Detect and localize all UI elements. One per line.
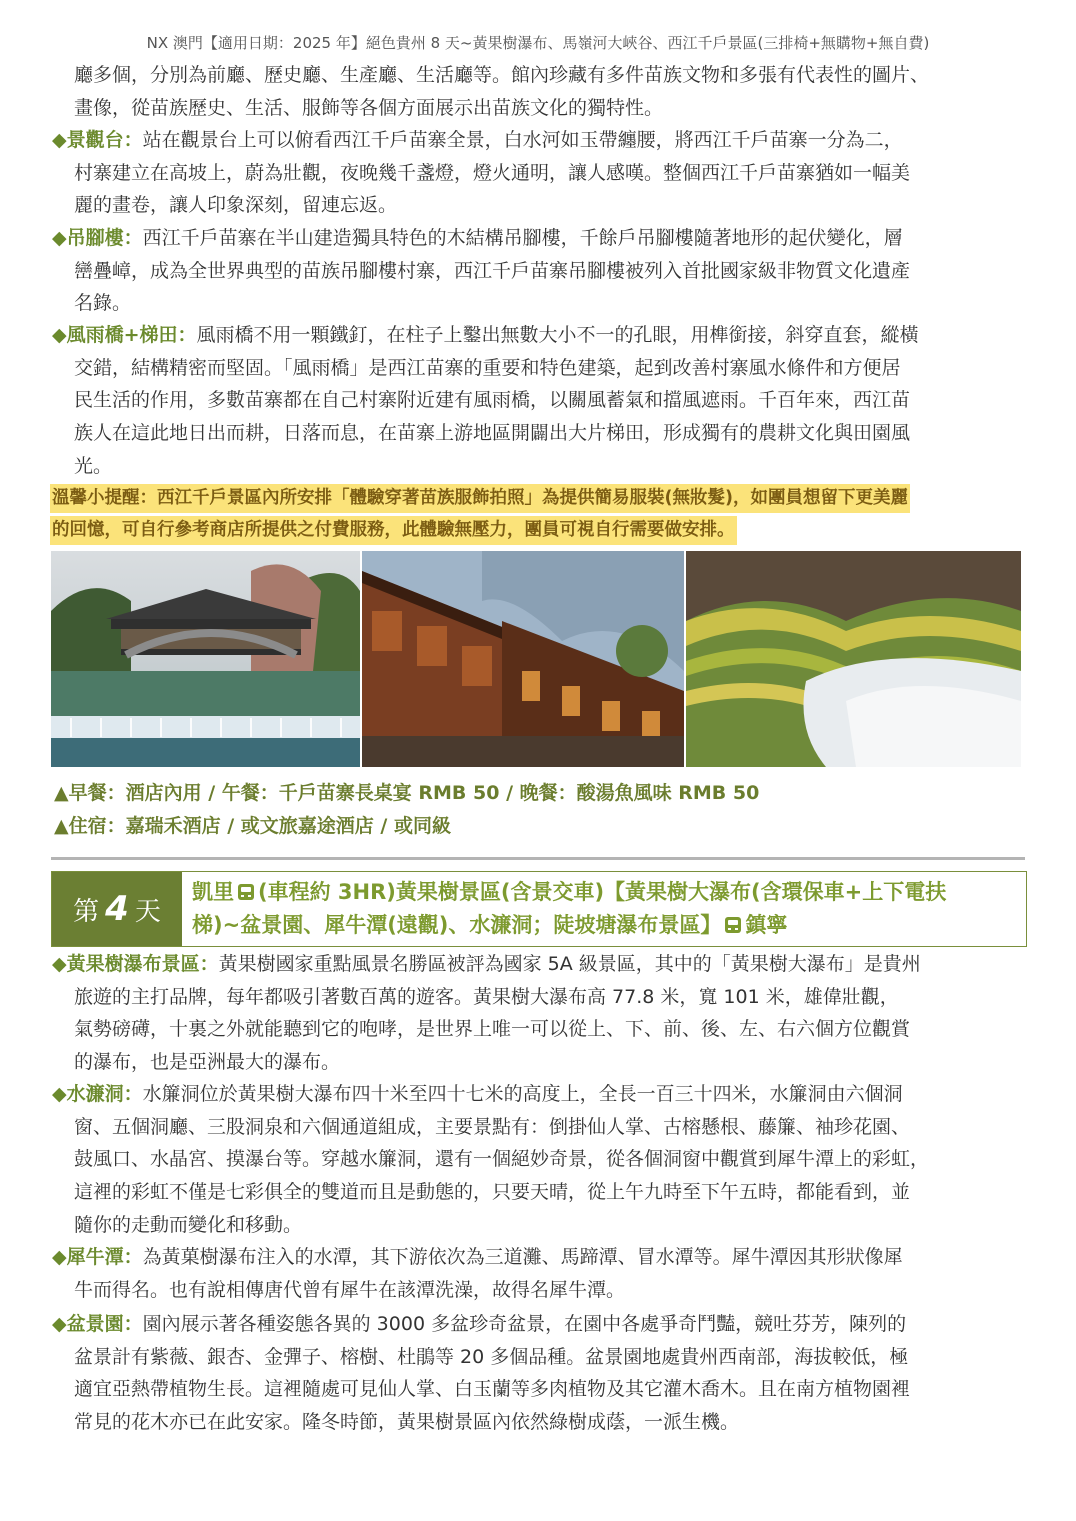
day-prefix: 第 bbox=[73, 896, 100, 927]
section-text: 巒疊嶂，成為全世界典型的苗族吊腳樓村寨，西江千戶苗寨吊腳樓被列入首批國家級非物質文化遺產 bbox=[74, 259, 911, 282]
photo-terraced-fields bbox=[686, 551, 1021, 767]
section-term: 景觀台： bbox=[66, 129, 143, 151]
section-term: 水濂洞： bbox=[66, 1083, 143, 1105]
day-header bbox=[51, 871, 1027, 947]
bus-icon bbox=[238, 884, 254, 900]
section-text: 風雨橋不用一顆鐵釘，在柱子上鑿出無數大小不一的孔眼，用榫銜接，斜穿直套，縱橫 bbox=[196, 324, 919, 346]
photo-strip bbox=[51, 551, 1021, 767]
photo-wind-rain-bridge bbox=[51, 551, 360, 767]
section-text: 常見的花木亦已在此安家。隆冬時節，黃果樹景區內依然綠樹成蔭，一派生機。 bbox=[74, 1411, 740, 1434]
section-term: 風雨橋+梯田： bbox=[66, 324, 197, 346]
section-water-curtain-cave bbox=[52, 1078, 1026, 1242]
section-text: 隨你的走動而變化和移動。 bbox=[74, 1213, 303, 1236]
section-term: 犀牛潭： bbox=[66, 1246, 143, 1268]
section-bonsai-garden bbox=[52, 1308, 1026, 1439]
intro-paragraph bbox=[52, 59, 1026, 124]
meals-line: ▲早餐：酒店內用 / 午餐：千戶苗寨長桌宴 RMB 50 / 晚餐：酸湯魚風味 RMB 50 bbox=[54, 782, 760, 804]
section-rhino-pool bbox=[52, 1241, 1026, 1306]
section-text: 民生活的作用，多數苗寨都在自己村寨附近建有風雨橋，以關風蓄氣和擋風遮雨。千百年來，西江苗 bbox=[74, 389, 911, 412]
day-title-end: 鎮寧 bbox=[745, 913, 788, 937]
section-text: 這裡的彩虹不僅是七彩俱全的雙道而且是動態的，只要天晴，從上午九時至下午五時，都能看到，並 bbox=[74, 1181, 911, 1204]
section-huangguoshu-scenic-area bbox=[52, 948, 1026, 1079]
section-text: 氣勢磅礡，十裏之外就能聽到它的咆哮，是世界上唯一可以從上、下、前、後、左、右六個方位觀賞 bbox=[74, 1018, 911, 1041]
hotel-line: ▲住宿：嘉瑞禾酒店 / 或文旅嘉途酒店 / 或同級 bbox=[54, 815, 451, 837]
section-text: 的瀑布，也是亞洲最大的瀑布。 bbox=[74, 1051, 341, 1074]
section-text: 黃果樹國家重點風景名勝區被評為國家 5A 級景區，其中的「黃果樹大瀑布」是貴州 bbox=[218, 953, 921, 975]
diamond-bullet-icon: ◆ bbox=[52, 1246, 67, 1268]
section-text: 為黃菓樹瀑布注入的水潭，其下游依次為三道灘、馬蹄潭、冒水潭等。犀牛潭因其形狀像犀 bbox=[142, 1246, 903, 1268]
day-title bbox=[192, 876, 1020, 942]
diamond-bullet-icon: ◆ bbox=[52, 227, 67, 249]
day-title-line2: 梯)~盆景園、犀牛潭(遠觀)、水濂洞；陡坡塘瀑布景區】 bbox=[192, 913, 722, 937]
section-text: 村寨建立在高坡上，蔚為壯觀，夜晚幾千盞燈，燈火通明，讓人感嘆。整個西江千戶苗寨猶如一幅美 bbox=[74, 161, 911, 184]
intro-line: 廳多個，分別為前廳、歷史廳、生產廳、生活廳等。館內珍藏有多件苗族文物和多張有代表性的圖片、 bbox=[74, 64, 930, 86]
section-text: 旅遊的主打品牌，每年都吸引著數百萬的遊客。黃果樹大瀑布高 77.8 米，寬 101 米，雄偉壯觀， bbox=[74, 985, 899, 1008]
section-wind-rain-bridge bbox=[52, 319, 1026, 483]
section-text: 交錯，結構精密而堅固。「風雨橋」是西江苗寨的重要和特色建築，起到改善村寨風水條件和方便居 bbox=[74, 356, 901, 379]
diamond-bullet-icon: ◆ bbox=[52, 324, 67, 346]
section-text: 鼓風口、水晶宮、摸瀑台等。穿越水簾洞，還有一個絕妙奇景，從各個洞窗中觀賞到犀牛潭上的彩虹， bbox=[74, 1148, 930, 1171]
section-text: 園內展示著各種姿態各異的 3000 多盆珍奇盆景，在園中各處爭奇鬥豔，競吐芬芳，陳列的 bbox=[142, 1313, 907, 1335]
diamond-bullet-icon: ◆ bbox=[52, 953, 67, 975]
section-text: 牛而得名。也有說相傳唐代曾有犀牛在該潭洗澡，故得名犀牛潭。 bbox=[74, 1278, 626, 1301]
section-viewing-platform bbox=[52, 124, 1026, 222]
section-text: 水簾洞位於黃果樹大瀑布四十米至四十七米的高度上，全長一百三十四米，水簾洞由六個洞 bbox=[142, 1083, 903, 1105]
section-text: 族人在這此地日出而耕，日落而息，在苗寨上游地區開闢出大片梯田，形成獨有的農耕文化與田園風 bbox=[74, 422, 911, 445]
day-number: 4 bbox=[105, 889, 129, 929]
section-text: 盆景計有紫薇、銀杏、金彈子、榕樹、杜鵑等 20 多個品種。盆景園地處貴州西南部，海拔較低，極 bbox=[74, 1345, 909, 1368]
section-text: 西江千戶苗寨在半山建造獨具特色的木結構吊腳樓，千餘戶吊腳樓隨著地形的起伏變化，層 bbox=[142, 227, 903, 249]
reminder-note bbox=[50, 484, 1028, 545]
day-badge bbox=[52, 872, 182, 946]
section-text: 光。 bbox=[74, 454, 113, 477]
section-term: 吊腳樓： bbox=[66, 227, 143, 249]
day-title-line1: (車程約 3HR)黃果樹景區(含景交車)【黃果樹大瀑布(含環保車+上下電扶 bbox=[258, 880, 947, 904]
intro-line: 畫像，從苗族歷史、生活、服飾等各個方面展示出苗族文化的獨特性。 bbox=[74, 96, 664, 119]
section-stilt-houses bbox=[52, 222, 1026, 320]
bus-icon bbox=[725, 917, 741, 933]
section-term: 黃果樹瀑布景區： bbox=[66, 953, 219, 975]
section-text: 適宜亞熱帶植物生長。這裡隨處可見仙人掌、白玉蘭等多肉植物及其它灌木喬木。且在南方植物園裡 bbox=[74, 1378, 911, 1401]
reminder-line: 溫馨小提醒：西江千戶景區內所安排「體驗穿著苗族服飾拍照」為提供簡易服裝(無妝髮)，如團員想留下更美麗 bbox=[50, 484, 910, 513]
reminder-line: 的回憶，可自行參考商店所提供之付費服務，此體驗無壓力，團員可視自行需要做安排。 bbox=[50, 516, 737, 545]
day-suffix: 天 bbox=[134, 896, 161, 927]
section-text: 窗、五個洞廳、三股洞泉和六個通道組成，主要景點有：倒掛仙人掌、古榕懸根、藤簾、袖珍花園、 bbox=[74, 1115, 911, 1138]
section-term: 盆景園： bbox=[66, 1313, 143, 1335]
section-text: 站在觀景台上可以俯看西江千戶苗寨全景，白水河如玉帶纏腰，將西江千戶苗寨一分為二， bbox=[142, 129, 903, 151]
section-divider bbox=[51, 857, 1025, 860]
diamond-bullet-icon: ◆ bbox=[52, 1083, 67, 1105]
diamond-bullet-icon: ◆ bbox=[52, 129, 67, 151]
section-text: 麗的畫卷，讓人印象深刻，留連忘返。 bbox=[74, 194, 398, 217]
day-title-start: 凱里 bbox=[192, 880, 234, 904]
diamond-bullet-icon: ◆ bbox=[52, 1313, 67, 1335]
section-text: 名錄。 bbox=[74, 292, 132, 315]
page-header: NX 澳門【適用日期：2025 年】絕色貴州 8 天~黃果樹瀑布、馬嶺河大峽谷、西江千戶景區(三排椅+無購物+無自費) bbox=[146, 34, 930, 52]
photo-stilt-houses bbox=[362, 551, 684, 767]
